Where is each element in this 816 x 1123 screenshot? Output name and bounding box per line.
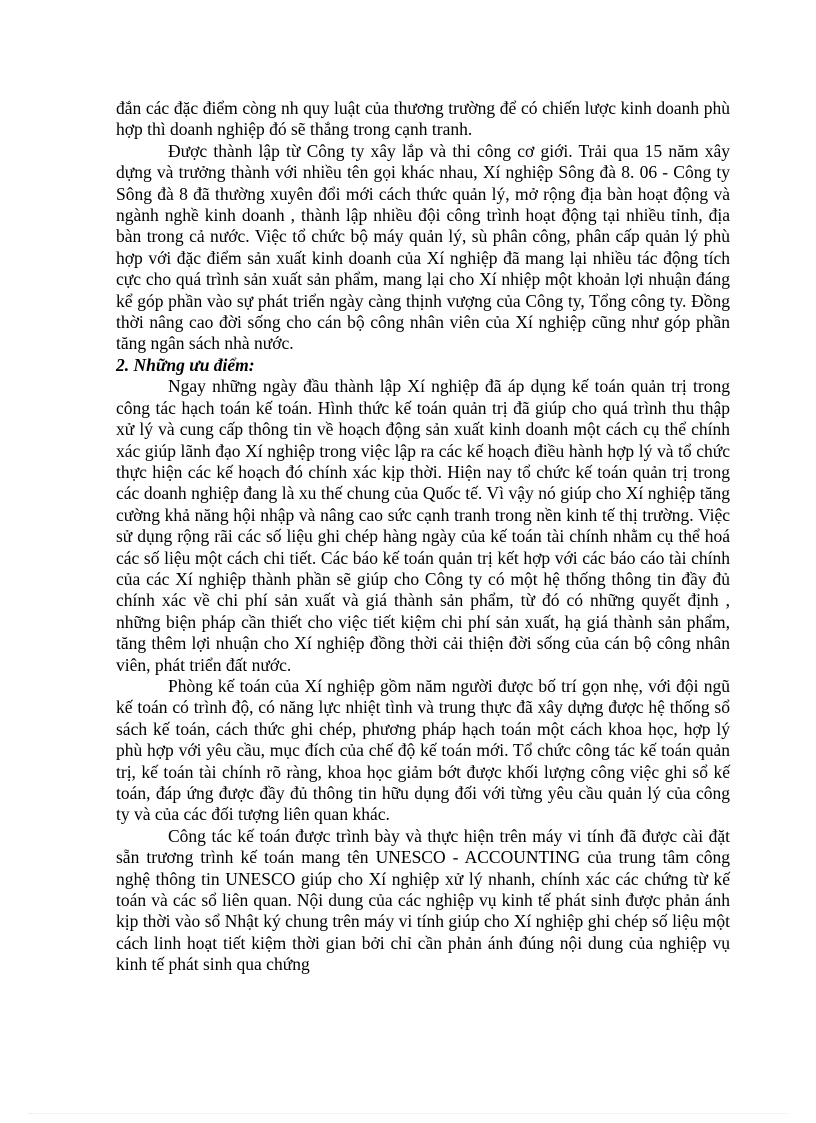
page-bottom-divider — [28, 1113, 788, 1114]
document-page — [116, 98, 730, 976]
paragraph-computer-accounting: Công tác kế toán được trình bày và thực hiện trên máy vi tính đã được cài đặt sẵn trương trình kế toán mang tên UNESCO - ACCOUNTING của trung tâm công nghệ thông tin UNESCO giúp cho Xí nghiệp xử lý nhanh, chính xác các chứng từ kế toán và các sổ liên quan. Nội dung của các nghiệp vụ kinh tế phát sinh được phản ánh kịp thời vào sổ Nhật ký chung trên máy vi tính giúp cho Xí nghiệp ghi chép số liệu một cách linh hoạt tiết kiệm thời gian bởi chỉ cần phản ánh đúng nội dung của nghiệp vụ kinh tế phát sinh qua chứng — [116, 825, 730, 975]
section-heading-advantages: 2. Những ưu điểm: — [116, 354, 255, 375]
paragraph-accounting-department: Phòng kế toán của Xí nghiệp gồm năm người được bố trí gọn nhẹ, với đội ngũ kế toán có trình độ, có năng lực nhiệt tình và trung thực đã xây dựng được hệ thống sổ sách kế toán, cách thức ghi chép, phương pháp hạch toán một cách khoa học, hợp lý phù hợp với yêu cầu, mục đích của chế độ kế toán mới. Tổ chức công tác kế toán quản trị, kế toán tài chính rõ ràng, khoa học giảm bớt được khối lượng công việc ghi sổ kế toán, đáp ứng được đầy đủ thông tin hữu dụng đối với từng yêu cầu quản lý của công ty và của các đối tượng liên quan khác. — [116, 675, 730, 825]
paragraph-company-history: Được thành lập từ Công ty xây lắp và thi công cơ giới. Trải qua 15 năm xây dựng và trưởng thành với nhiều tên gọi khác nhau, Xí nghiệp Sông đà 8. 06 - Công ty Sông đà 8 đã thường xuyên đổi mới cách thức quản lý, mở rộng địa bàn hoạt động và ngành nghề kinh doanh , thành lập nhiều đội công trình hoạt động tại nhiều tỉnh, địa bàn trong cả nước. Việc tổ chức bộ máy quản lý, sù phân công, phân cấp quản lý phù hợp với đặc điểm sản xuất kinh doanh của Xí nghiệp đã mang lại nhiều tác động tích cực cho quá trình sản xuất sản phẩm, mang lại cho Xí nhiệp một khoản lợi nhuận đáng kể góp phần vào sự phát triển ngày càng thịnh vượng của Công ty, Tổng công ty. Đồng thời nâng cao đời sống cho cán bộ công nhân viên của Xí nghiệp cũng như góp phần tăng ngân sách nhà nước. — [116, 140, 730, 354]
paragraph-intro-continuation: đắn các đặc điểm còng nh quy luật của thương trường để có chiến lược kinh doanh phù hợp thì doanh nghiệp đó sẽ thắng trong cạnh tranh. — [116, 98, 730, 140]
paragraph-management-accounting: Ngay những ngày đầu thành lập Xí nghiệp đã áp dụng kế toán quản trị trong công tác hạch toán kế toán. Hình thức kế toán quản trị đã giúp cho quá trình thu thập xử lý và cung cấp thông tin về hoạch động sản xuất kinh doanh một cách cụ thể chính xác giúp lãnh đạo Xí nghiệp trong việc lập ra các kế hoạch điều hành hợp lý và tổ chức thực hiện các kế hoạch đó chính xác kịp thời. Hiện nay tổ chức kế toán quản trị trong các doanh nghiệp đang là xu thế chung của Quốc tế. Vì vậy nó giúp cho Xí nghiệp tăng cường khả năng hội nhập và nâng cao sức cạnh tranh trong nền kinh tế thị trường. Việc sử dụng rộng rãi các số liệu ghi chép hàng ngày của kế toán tài chính nhằm cụ thể hoá các số liệu một cách chi tiết. Các báo kế toán quản trị kết hợp với các báo cáo tài chính của các Xí nghiệp thành phần sẽ giúp cho Công ty có một hệ thống thông tin đầy đủ chính xác về chi phí sản xuất và giá thành sản phẩm, từ đó có những quyết định , những biện pháp cần thiết cho việc tiết kiệm chi phí sản xuất, hạ giá thành sản phẩm, tăng thêm lợi nhuận cho Xí nghiệp đồng thời cải thiện đời sống của cán bộ công nhân viên, phát triển đất nước. — [116, 376, 730, 675]
